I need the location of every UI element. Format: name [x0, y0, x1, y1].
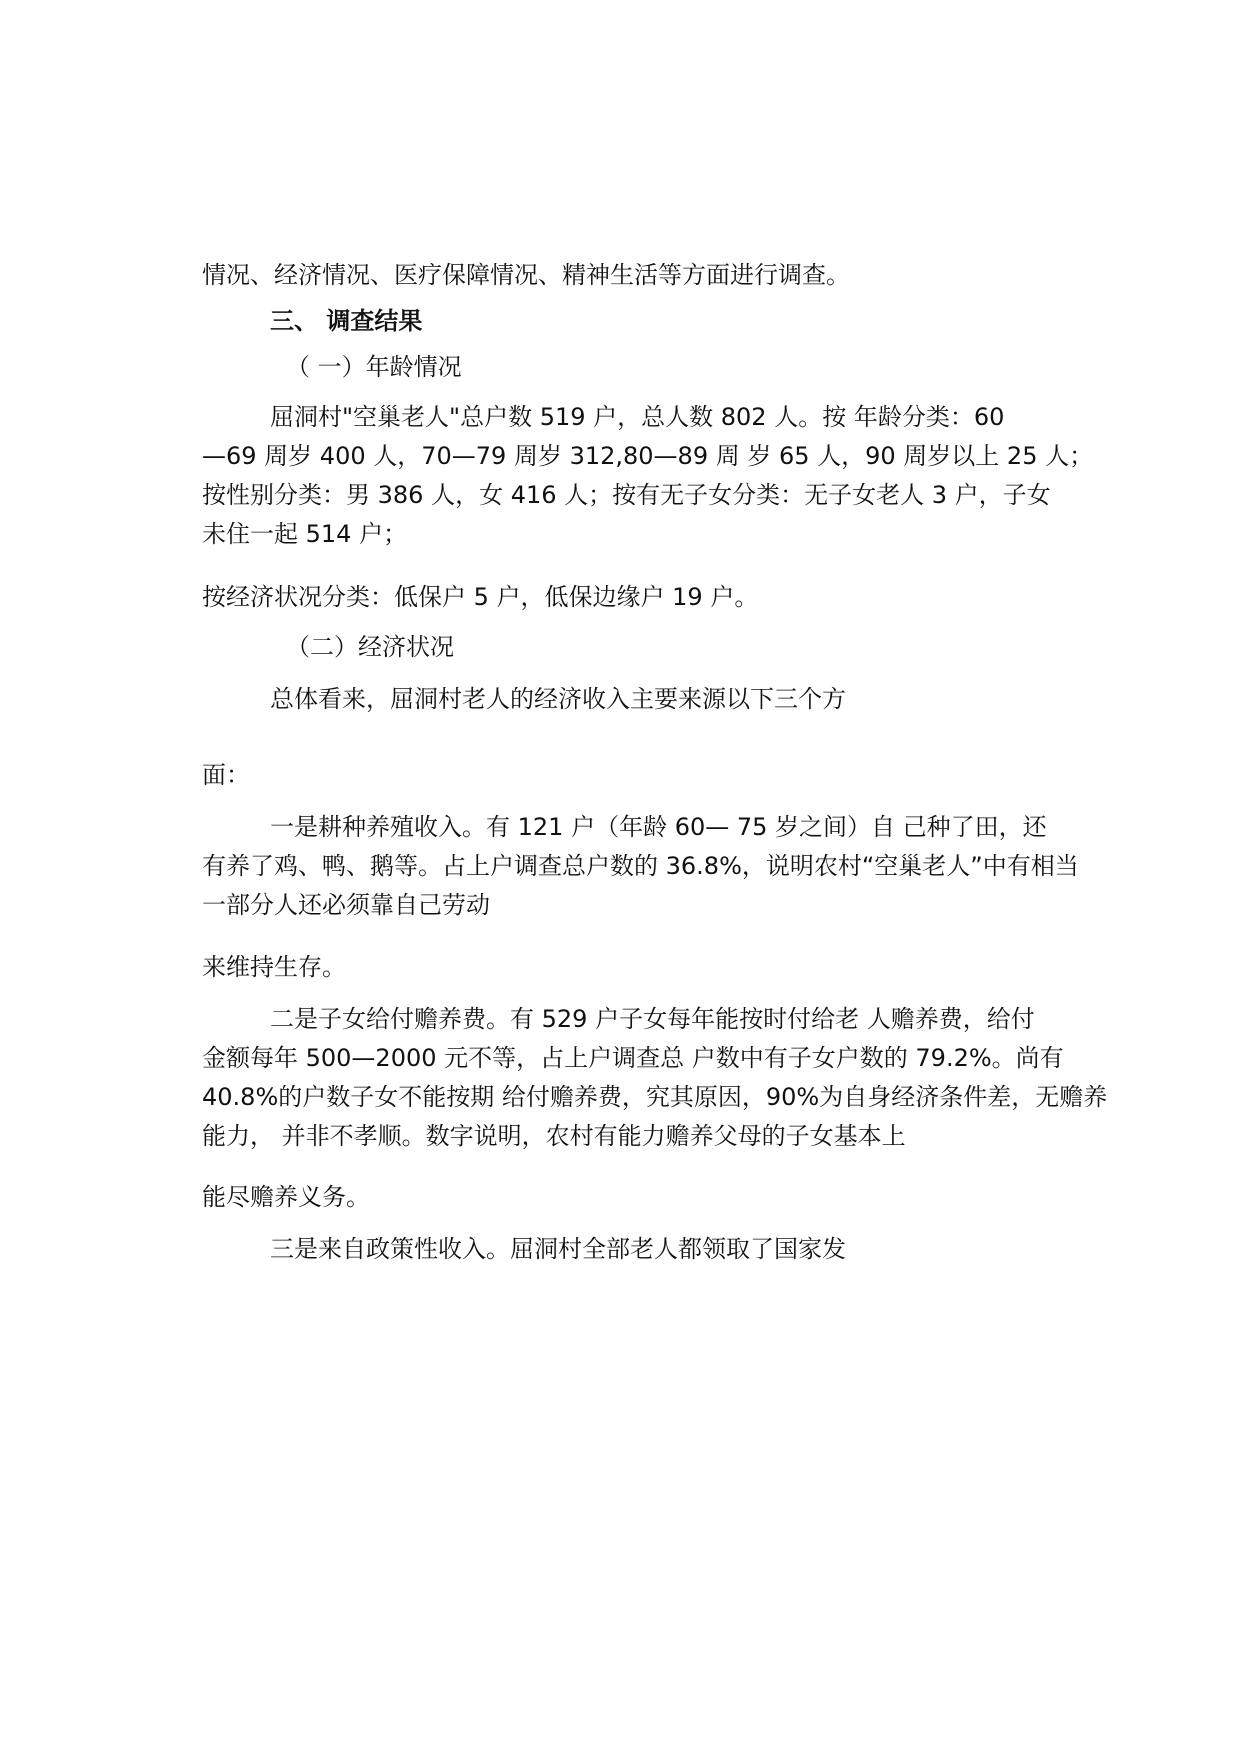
paragraph-farming-line-4: 来维持生存。	[202, 953, 346, 981]
paragraph-farming-line-1: 一是耕种养殖收入。有 121 户（年龄 60— 75 岁之间）自 己种了田，还	[270, 813, 1047, 841]
paragraph-policy-income: 三是来自政策性收入。屈洞村全部老人都领取了国家发	[270, 1235, 846, 1263]
paragraph-income-overview-line-2: 面：	[202, 761, 250, 789]
paragraph-economic-classification: 按经济状况分类：低保户 5 户，低保边缘户 19 户。	[202, 583, 759, 611]
paragraph-age-line-2: —69 周岁 400 人，70—79 周岁 312,80—89 周 岁 65 人，90 周岁以上 25 人；	[202, 442, 1094, 470]
paragraph-support-line-2: 金额每年 500—2000 元不等，占上户调查总 户数中有子女户数的 79.2%。尚有	[202, 1044, 1064, 1072]
paragraph-support-line-5: 能尽赡养义务。	[202, 1183, 370, 1211]
paragraph-support-line-4: 能力， 并非不孝顺。数字说明，农村有能力赡养父母的子女基本上	[202, 1122, 906, 1150]
section-title: 三、 调查结果	[270, 307, 423, 335]
intro-line: 情况、经济情况、医疗保障情况、精神生活等方面进行调查。	[202, 261, 850, 289]
paragraph-age-line-4: 未住一起 514 户；	[202, 520, 408, 548]
paragraph-support-line-1: 二是子女给付赡养费。有 529 户子女每年能按时付给老 人赡养费，给付	[270, 1005, 1035, 1033]
subsection-title-economic: （二）经济状况	[286, 633, 454, 661]
paragraph-age-line-3: 按性别分类：男 386 人，女 416 人；按有无子女分类：无子女老人 3 户，子女	[202, 481, 1051, 509]
paragraph-farming-line-2: 有养了鸡、鸭、鹅等。占上户调查总户数的 36.8%，说明农村“空巢老人”中有相当	[202, 852, 1079, 880]
subsection-title-age: （ 一）年龄情况	[286, 353, 462, 381]
paragraph-income-overview-line-1: 总体看来，屈洞村老人的经济收入主要来源以下三个方	[270, 685, 846, 713]
paragraph-support-line-3: 40.8%的户数子女不能按期 给付赡养费，究其原因，90%为自身经济条件差，无赡养	[202, 1083, 1108, 1111]
paragraph-farming-line-3: 一部分人还必须靠自己劳动	[202, 891, 490, 919]
paragraph-age-line-1: 屈洞村"空巢老人"总户数 519 户，总人数 802 人。按 年龄分类：60	[270, 403, 1005, 431]
